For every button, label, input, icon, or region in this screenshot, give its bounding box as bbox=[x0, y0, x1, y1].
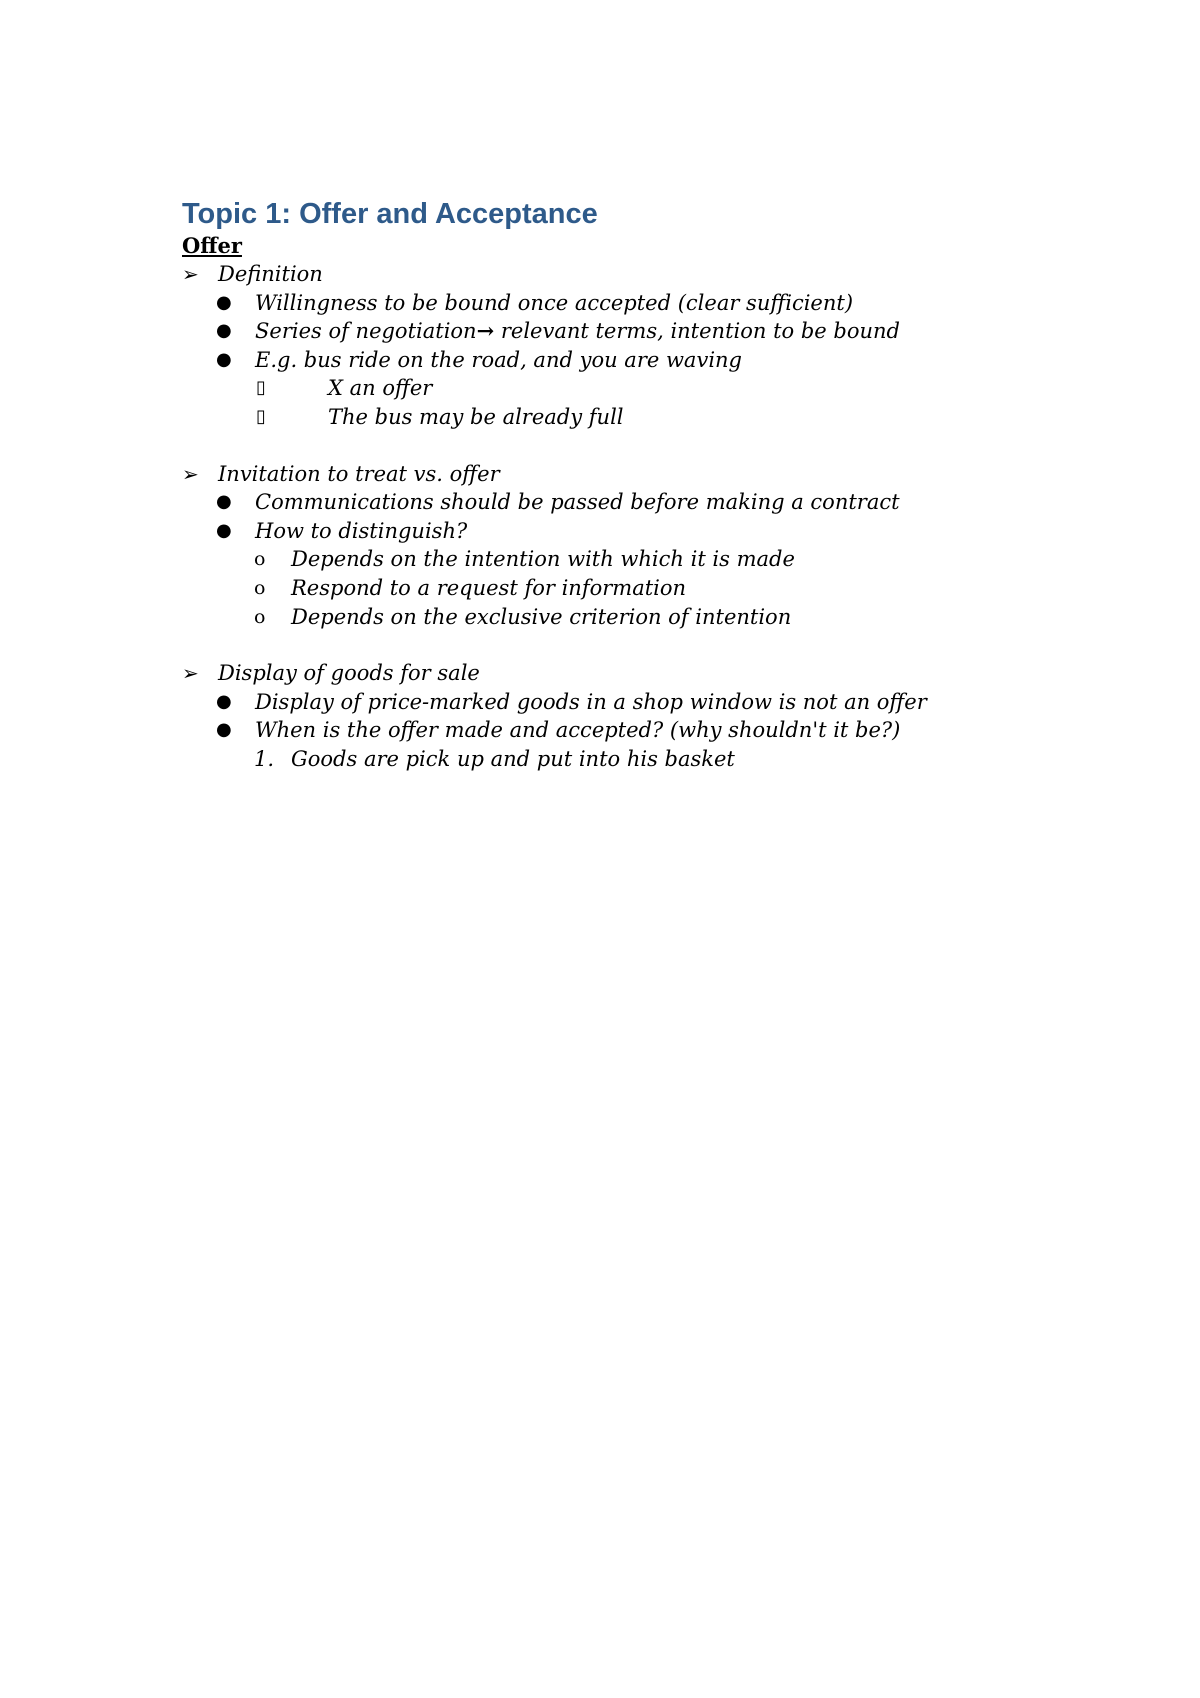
list-item: ● When is the offer made and accepted? (why shouldn't it be?) bbox=[182, 716, 1082, 745]
list-item: ● Series of negotiation→ relevant terms, intention to be bound bbox=[182, 317, 1082, 346]
spacer bbox=[182, 631, 1082, 659]
right-arrow-icon: → bbox=[476, 318, 495, 344]
bullet-icon: ● bbox=[216, 491, 232, 513]
hollow-circle-bullet-icon: o bbox=[254, 548, 266, 571]
list-item-heading: ➢ Display of goods for sale bbox=[182, 659, 1082, 688]
bullet-icon: ● bbox=[216, 291, 232, 313]
bullet-icon: ● bbox=[216, 320, 232, 342]
list-item-heading: ➢ Definition bbox=[182, 260, 1082, 289]
document-content bbox=[182, 196, 1082, 774]
list-item: ● How to distinguish? bbox=[182, 517, 1082, 546]
spacer bbox=[182, 432, 1082, 460]
arrowhead-bullet-icon: ➢ bbox=[182, 262, 199, 286]
list-item: o Depends on the intention with which it is made bbox=[182, 545, 1082, 574]
bullet-icon: ● bbox=[216, 348, 232, 370]
list-item: ● Willingness to be bound once accepted (clear sufficient) bbox=[182, 289, 1082, 318]
list-item: o Respond to a request for information bbox=[182, 574, 1082, 603]
list-item: ● Display of price-marked goods in a shop window is not an offer bbox=[182, 688, 1082, 717]
bullet-icon: ● bbox=[216, 690, 232, 712]
list-item: ▯ X an offer bbox=[182, 374, 1082, 403]
list-item-heading: ➢ Invitation to treat vs. offer bbox=[182, 460, 1082, 489]
page-title: Topic 1: Offer and Acceptance bbox=[182, 198, 598, 230]
hollow-circle-bullet-icon: o bbox=[254, 605, 266, 628]
missing-glyph-bullet-icon: ▯ bbox=[256, 405, 266, 427]
list-number: 1. bbox=[254, 746, 275, 771]
arrowhead-bullet-icon: ➢ bbox=[182, 661, 199, 686]
list-item: ▯ The bus may be already full bbox=[182, 403, 1082, 432]
list-item: o Depends on the exclusive criterion of intention bbox=[182, 603, 1082, 632]
arrowhead-bullet-icon: ➢ bbox=[182, 461, 199, 486]
bullet-icon: ● bbox=[216, 519, 232, 541]
missing-glyph-bullet-icon: ▯ bbox=[256, 377, 266, 399]
list-item: ● E.g. bus ride on the road, and you are waving bbox=[182, 346, 1082, 375]
section-subheading: Offer bbox=[182, 233, 242, 258]
list-item: ● Communications should be passed before making a contract bbox=[182, 488, 1082, 517]
hollow-circle-bullet-icon: o bbox=[254, 576, 266, 599]
list-item: 1. Goods are pick up and put into his basket bbox=[182, 745, 1082, 774]
bullet-icon: ● bbox=[216, 719, 232, 741]
